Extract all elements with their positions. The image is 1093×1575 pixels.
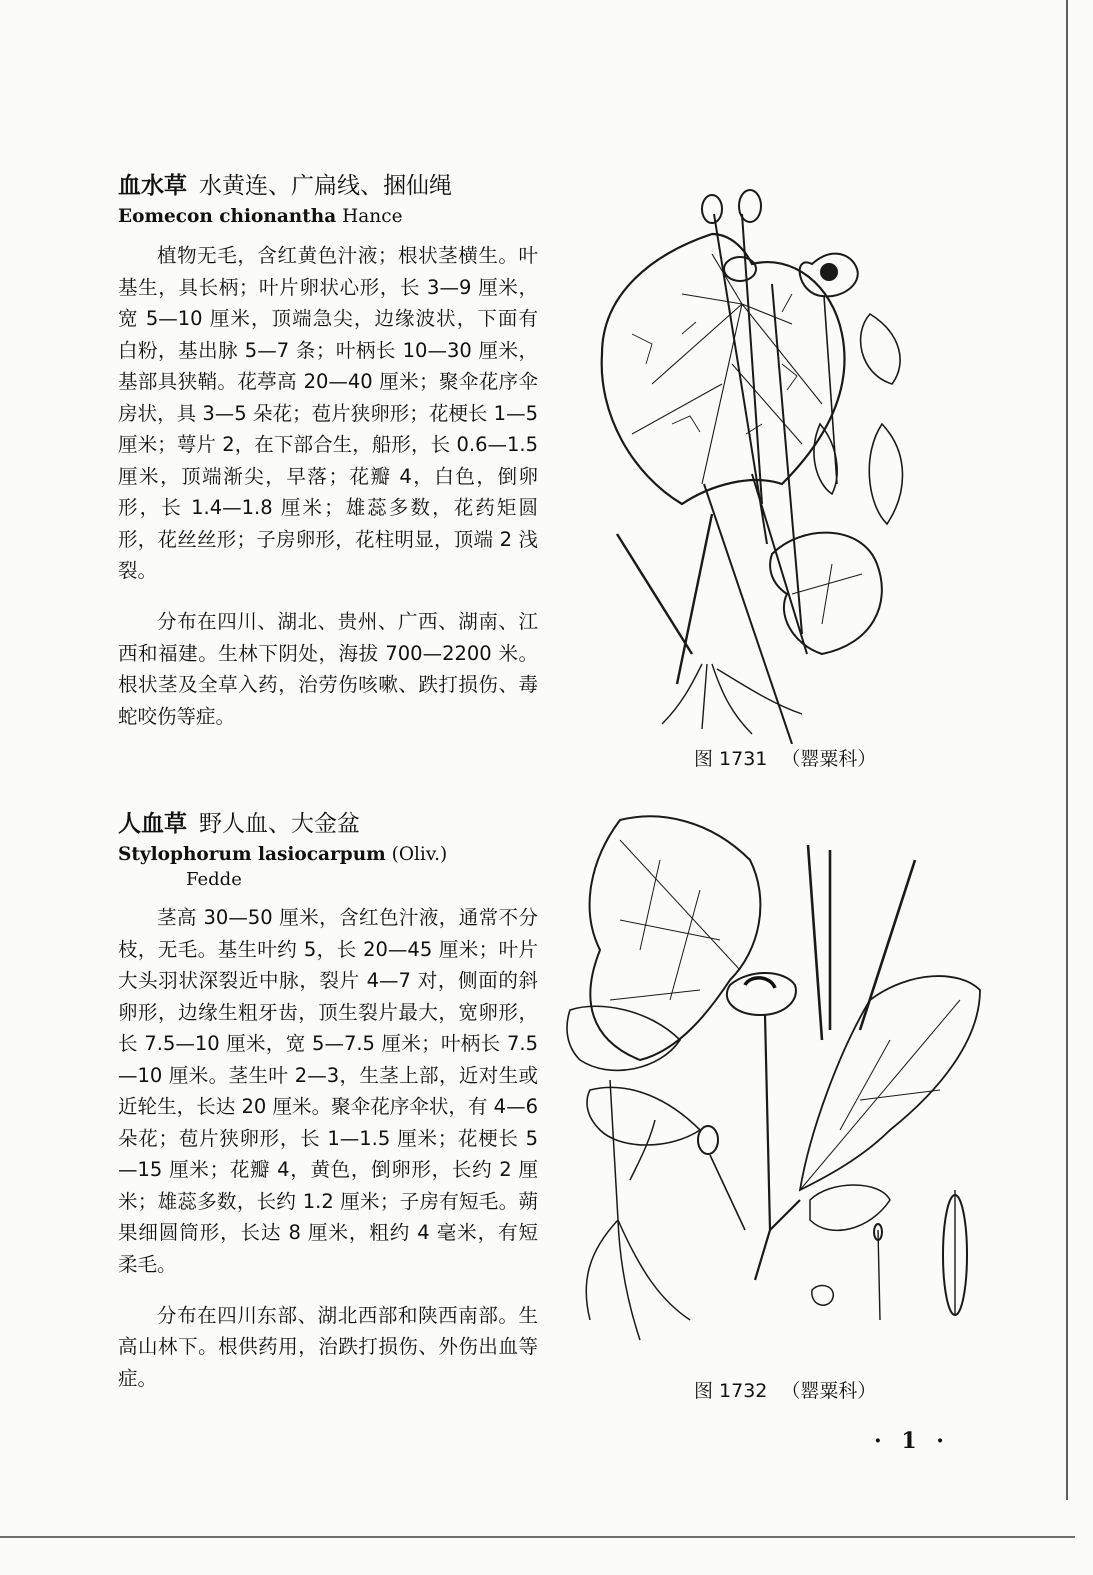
figure-label: 图 1731 [694, 748, 768, 770]
distribution-paragraph: 分布在四川、湖北、贵州、广西、湖南、江西和福建。生林下阴处，海拔 700—2200 米。根状茎及全草入药，治劳伤咳嗽、跌打损伤、毒蛇咬伤等症。 [118, 610, 538, 728]
stylophorum-plant-illustration-icon [560, 800, 1000, 1370]
latin-binomial: Stylophorum lasiocarpum [118, 844, 386, 865]
entry-header [118, 808, 538, 840]
distribution-paragraph: 分布在四川东部、湖北西部和陕西南部。生高山林下。根供药用，治跌打损伤、外伤出血等症。 [118, 1303, 538, 1390]
description-paragraph: 茎高 30—50 厘米，含红色汁液，通常不分枝，无毛。基生叶约 5，长 20—45 厘米；叶片大头羽状深裂近中脉，裂片 4—7 对，侧面的斜卵形，边缘生粗牙齿，顶生裂片最大，宽卵形，长 7.5—10 厘米，宽 5—7.5 厘米；叶柄长 7.5—10 厘米。茎生叶 2—3，生茎上部，近对生或近轮生，长达 20 厘米。聚伞花序伞状，有 4—6 朵花；苞片狭卵形，长 1—1.5 厘米；花梗长 5—15 厘米；花瓣 4，黄色，倒卵形，长约 2 厘米；雄蕊多数，长约 1.2 厘米；子房有短毛。蒴果细圆筒形，长达 8 厘米，粗约 4 毫米，有短柔毛。 [118, 906, 538, 1276]
latin-binomial: Eomecon chionantha [118, 206, 337, 227]
entry-stylophorum [118, 808, 538, 1414]
figure-label: 图 1732 [694, 1380, 768, 1402]
species-name-cn: 血水草 [118, 173, 187, 199]
species-name-cn: 人血草 [118, 811, 187, 837]
eomecon-plant-illustration-icon [592, 184, 922, 744]
page-number-value: 1 [901, 1428, 923, 1454]
binding-edge [1066, 0, 1068, 1500]
alternate-names: 水黄连、广扁线、捆仙绳 [199, 173, 452, 199]
latin-name-line [118, 842, 538, 868]
latin-author: (Oliv.) [391, 844, 448, 865]
entry-header [118, 170, 538, 202]
page-bottom-rule [0, 1536, 1075, 1538]
latin-name-line [118, 204, 538, 230]
figure-caption [694, 744, 876, 771]
page-number: · 1 · [874, 1428, 950, 1454]
entry-eomecon [118, 170, 538, 752]
latin-author: Hance [342, 206, 403, 227]
figure-caption [694, 1376, 876, 1403]
family-name: （罂粟科） [781, 1380, 877, 1402]
latin-author-continued: Fedde [186, 869, 242, 890]
alternate-names: 野人血、大金盆 [199, 811, 360, 837]
family-name: （罂粟科） [781, 748, 877, 770]
description-paragraph: 植物无毛，含红黄色汁液；根状茎横生。叶基生，具长柄；叶片卵状心形，长 3—9 厘米，宽 5—10 厘米，顶端急尖，边缘波状，下面有白粉，基出脉 5—7 条；叶柄长 10—30 厘米，基部具狭鞘。花葶高 20—40 厘米；聚伞花序伞房状，具 3—5 朵花；苞片狭卵形；花梗长 1—5 厘米；萼片 2，在下部合生，船形，长 0.6—1.5 厘米，顶端渐尖，早落；花瓣 4，白色，倒卵形，长 1.4—1.8 厘米；雄蕊多数，花药矩圆形，花丝丝形；子房卵形，花柱明显，顶端 2 浅裂。 [118, 244, 538, 582]
